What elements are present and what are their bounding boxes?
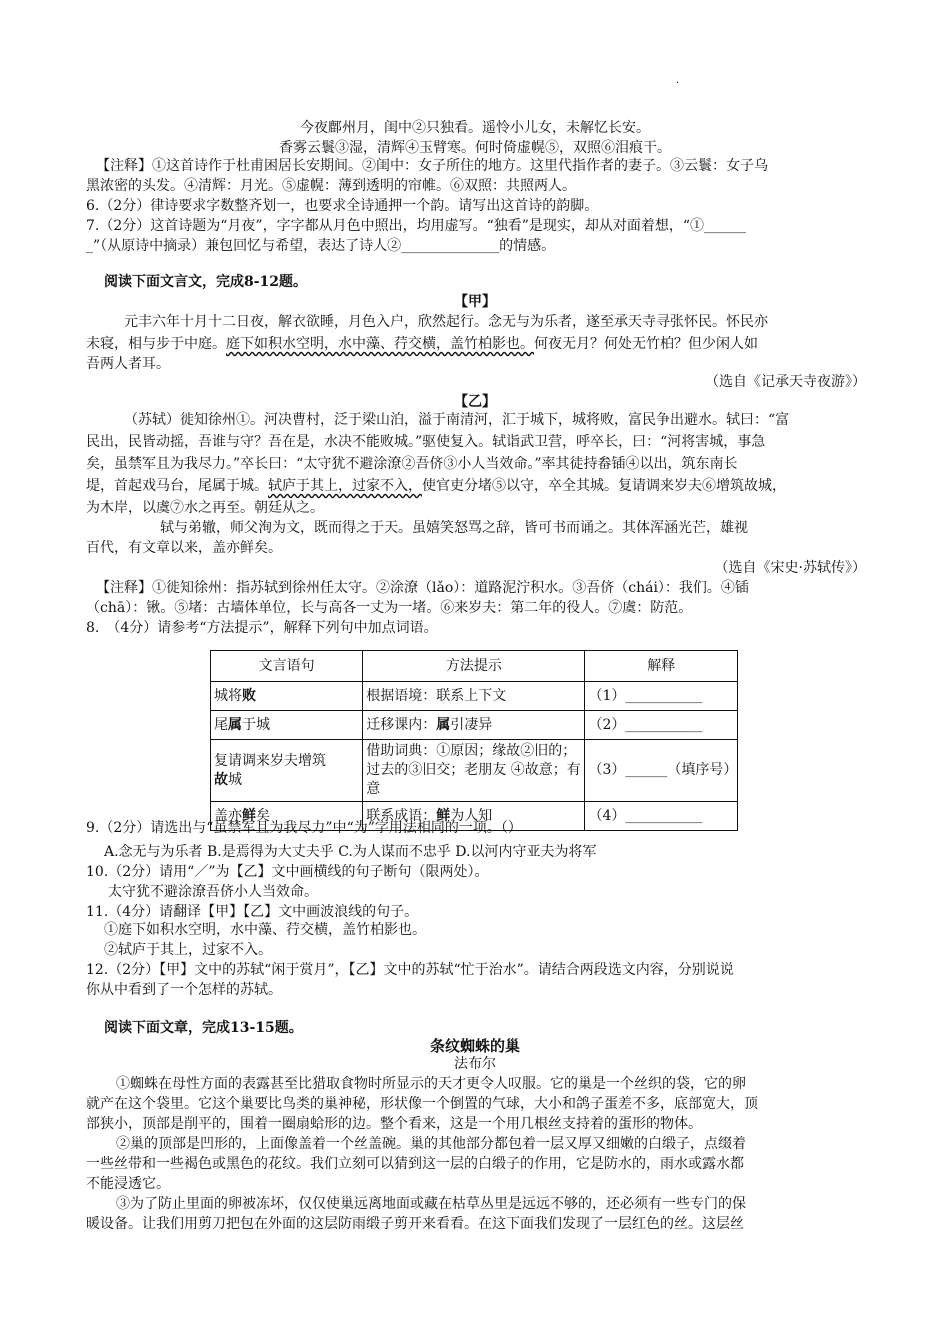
question-9-options: A.念无与为乐者 B.是焉得为大丈夫乎 C.为人谋而不忠乎 D.以河内守亚夫为将军 [104,844,597,860]
jia-para-3: 吾两人者耳。 [86,356,170,372]
question-11-sentence-2: ②轼庐于其上，过家不入。 [104,942,272,958]
q8-header-answer: 解释 [585,651,738,682]
question-7-line-1: 7.（2分）这首诗题为“月夜”，字字都从月色中照出，均用虚写。“独看”是现实，却从对面着想，“①______ [86,218,747,234]
q8-hint-3: 借助词典：①原因；缘故②旧的；过去的③旧交；老朋友 ④故意；有意 [363,740,585,802]
q8-header-sentence: 文言语句 [211,651,363,682]
text: 矣 [256,807,270,824]
yi-para-3: 矣，虽禁军且为我尽力。”卒长曰：“太守犹不避涂潦②吾侪③小人当效命。”率其徒持畚锸④以出，筑东南长 [86,456,738,472]
jia-para-2-start: 未寝，相与步于中庭。 [86,336,226,352]
text: 根据语境：联系上下文 [366,687,507,704]
emphasized-word: 鲜 [436,807,451,824]
emphasized-word: 属 [228,716,242,733]
yi-note-2: （chā）：锹。⑤堵：古墙体单位，长与高各一丈为一堵。⑥来岁夫：第二年的役人。⑦虞：防范。 [86,600,693,616]
text: 联系成语： [366,807,437,824]
q8-header-hint: 方法提示 [363,651,585,682]
article-title: 条纹蜘蛛的巢 [429,1037,520,1055]
yi-para-4-end: 使官吏分堵⑤以守，卒全其城。复请调来岁夫⑥增筑故城， [422,478,786,494]
question-12-line-2: 你从中看到了一个怎样的苏轼。 [86,982,282,998]
q8-table [210,650,738,831]
q8-answer-1[interactable]: （1）___________ [585,682,738,711]
jia-para-2 [86,334,866,354]
text: 城将 [214,687,242,704]
section-heading-classical: 阅读下面文言文，完成8-12题。 [104,274,308,290]
question-6: 6.（2分）律诗要求字数整齐划一，也要求全诗通押一个韵。请写出这首诗的韵脚。 [86,198,599,214]
table-row [211,711,738,740]
poem-line-2: 香雾云鬟③湿，清辉④玉臂寒。何时倚虚幌⑤，双照⑥泪痕干。 [279,140,671,156]
jia-para-1: 元丰六年十月十二日夜，解衣欲睡，月色入户，欣然起行。念无与为乐者，遂至承天寺寻张怀民。怀民亦 [124,314,768,330]
section-heading-article: 阅读下面文章，完成13-15题。 [104,1020,303,1036]
yi-para-4-start: 堤，首起戏马台，尾属于城。 [86,478,268,494]
poem-line-1: 今夜鄜州月，闺中②只独看。遥怜小儿女，未解忆长安。 [300,120,650,136]
text: 尾 [214,716,228,733]
article-p3-line-2: 暖设备。让我们用剪刀把包在外面的这层防雨缎子剪开来看看。在这下面我们发现了一层红色的丝。这层丝 [86,1216,744,1232]
q8-header-row [211,651,738,682]
text: 引凄异 [450,716,493,733]
q8-answer-3[interactable]: （3）______（填序号） [585,740,738,802]
article-p3-line-1: ③为了防止里面的卵被冻坏，仅仅使巢远离地面或藏在枯草丛里是远远不够的，还必须有一些专门的保 [116,1196,746,1212]
poem-note-2: 黑浓密的头发。④清辉：月光。⑤虚幌：薄到透明的帘帷。⑥双照：共照两人。 [86,178,576,194]
yi-para-6: 轼与弟辙，师父洵为文，既而得之于天。虽嬉笑怒骂之辞，皆可书而诵之。其体浑涵光芒，雄视 [160,520,748,536]
text: 城 [228,771,242,788]
yi-source: （选自《宋史·苏轼传》） [714,560,866,576]
q8-hint-2 [363,711,585,740]
q8-answer-4[interactable]: （4）___________ [585,802,738,831]
q8-sentence-2 [211,711,363,740]
q8-answer-2[interactable]: （2）___________ [585,711,738,740]
article-author: 法布尔 [454,1056,496,1072]
question-8-stem: 8. （4分）请参考“方法提示”，解释下列句中加点词语。 [86,620,438,636]
text: 复请调来岁夫增筑 [214,752,326,769]
question-9-stem: 9.（2分）请选出与“虽禁军且为我尽力”中“为”字用法相同的一项。（） [86,820,522,836]
article-p2-line-2: 一些丝带和一些褐色或黑色的花纹。我们立刻可以猜到这一层的白缎子的作用，它是防水的，雨水或露水都 [86,1156,744,1172]
article-p2-line-1: ②巢的顶部是凹形的，上面像盖着一个丝盖碗。巢的其他部分都包着一层又厚又细嫩的白缎子，点缀着 [116,1136,746,1152]
poem-note-1: 【注释】①这首诗作于杜甫困居长安期间。②闺中：女子所住的地方。这里代指作者的妻子。③云鬟：女子乌 [96,158,768,174]
jia-source: （选自《记承天寺夜游》） [705,374,866,390]
text: 于城 [242,716,270,733]
article-p1-line-2: 就产在这个袋里。它这个巢要比鸟类的巢神秘，形状像一个倒置的气球，大小和鸽子蛋差不多，底部宽大，顶 [86,1096,758,1112]
jia-para-2-end: 何夜无月？何处无竹柏？但少闲人如 [534,336,758,352]
article-p2-line-3: 不能浸透它。 [86,1176,170,1192]
wavy-sentence-yi: 轼庐于其上，过家不入， [268,478,422,494]
q8-hint-1 [363,682,585,711]
yi-para-4 [86,476,866,496]
emphasized-word: 鲜 [242,807,256,824]
question-10-sentence: 太守犹不避涂潦吾侪小人当效命。 [108,884,318,900]
yi-para-7: 百代，有文章以来，盖亦鲜矣。 [86,540,282,556]
emphasized-word: 败 [242,687,256,704]
article-p1-line-1: ①蜘蛛在母性方面的表露甚至比猎取食物时所显示的天才更令人叹服。它的巢是一个丝织的袋，它的卵 [116,1076,746,1092]
question-12-line-1: 12.（2分）【甲】文中的苏轼“闲于赏月”，【乙】文中的苏轼“忙于治水”。请结合两段选文内容，分别说说 [86,962,734,978]
wavy-sentence-jia: 庭下如积水空明，水中藻、荇交横，盖竹柏影也。 [226,336,534,352]
table-row [211,740,738,802]
passage-jia-label: 【甲】 [454,294,496,310]
article-p1-line-3: 部狭小，顶部是削平的，围着一圈扇蛤形的边。整个看来，这是一个用几根丝支持着的蛋形的物体。 [86,1116,702,1132]
emphasized-word: 故 [214,771,228,788]
passage-yi-label: 【乙】 [454,394,496,410]
question-10-stem: 10.（2分）请用“／”为【乙】文中画横线的句子断句（限两处）。 [86,864,489,880]
question-11-sentence-1: ①庭下如积水空明，水中藻、荇交横，盖竹柏影也。 [104,922,426,938]
emphasized-word: 属 [436,716,451,733]
question-11-stem: 11.（4分）请翻译【甲】【乙】文中画波浪线的句子。 [86,904,419,920]
yi-para-1: （苏轼）徙知徐州①。河决曹村，泛于梁山泊，溢于南清河，汇于城下，城将败，富民争出避水。轼曰：“富 [124,412,790,428]
yi-note-1: 【注释】①徙知徐州：指苏轼到徐州任太守。②涂潦（lǎo）：道路泥泞积水。③吾侪（chái）：我们。④锸 [96,580,749,596]
text: 盖亦 [214,807,242,824]
table-row [211,682,738,711]
stray-dot: · [676,78,680,89]
text: 迁移课内： [366,716,437,733]
q8-sentence-3 [211,740,363,802]
q8-sentence-1 [211,682,363,711]
question-7-line-2: _”（从原诗中摘录）兼包回忆与希望，表达了诗人②______________的情感。 [86,238,556,254]
yi-para-5: 为木岸，以虞⑦水之再至。朝廷从之。 [86,500,324,516]
yi-para-2: 民出，民皆动摇，吾谁与守？吾在是，水决不能败城。”驱使复入。轼诣武卫营，呼卒长，曰：“河将害城，事急 [86,434,766,450]
text: 为人知 [450,807,493,824]
